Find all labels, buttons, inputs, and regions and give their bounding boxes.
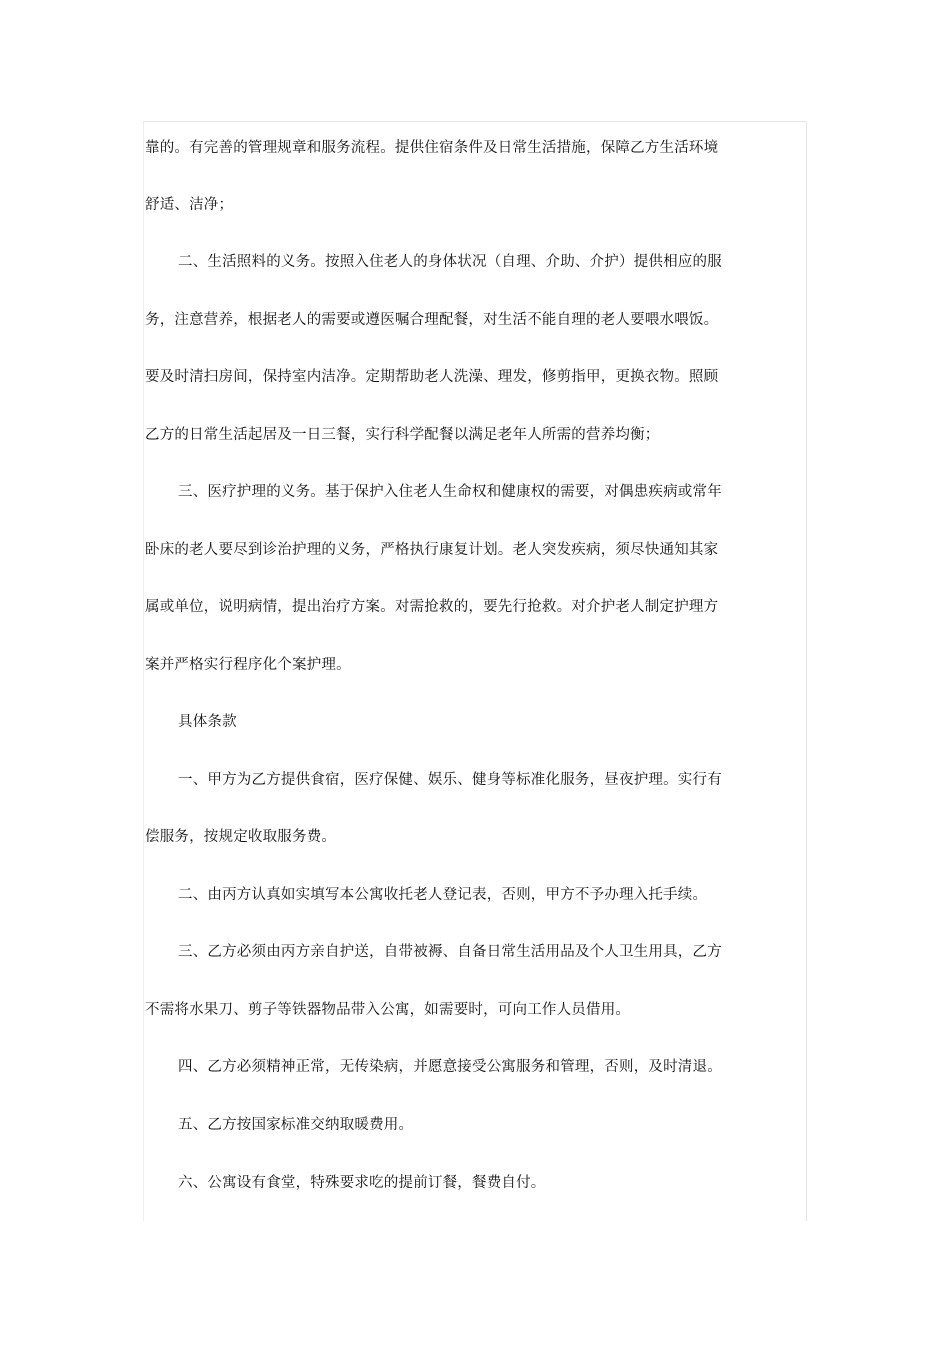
paragraph-line: 卧床的老人要尽到诊治护理的义务，严格执行康复计划。老人突发疾病，须尽快通知其家 bbox=[145, 542, 719, 558]
paragraph-line: 三、乙方必须由丙方亲自护送，自带被褥、自备日常生活用品及个人卫生用具，乙方 bbox=[178, 944, 722, 960]
paragraph-line: 舒适、洁净； bbox=[145, 197, 234, 213]
paragraph-line: 三、医疗护理的义务。基于保护入住老人生命权和健康权的需要，对偶患疾病或常年 bbox=[178, 484, 722, 500]
paragraph-line: 四、乙方必须精神正常，无传染病，并愿意接受公寓服务和管理，否则，及时清退。 bbox=[178, 1059, 722, 1075]
paragraph-line: 一、甲方为乙方提供食宿，医疗保健、娱乐、健身等标准化服务，昼夜护理。实行有 bbox=[178, 772, 722, 788]
paragraph-line: 务，注意营养，根据老人的需要或遵医嘱合理配餐，对生活不能自理的老人要喂水喂饭。 bbox=[145, 312, 719, 328]
paragraph-line: 不需将水果刀、剪子等铁器物品带入公寓，如需要时，可向工作人员借用。 bbox=[145, 1002, 631, 1018]
paragraph-line: 案并严格实行程序化个案护理。 bbox=[145, 657, 351, 673]
section-heading: 具体条款 bbox=[178, 714, 237, 730]
paragraph-line: 五、乙方按国家标准交纳取暖费用。 bbox=[178, 1117, 414, 1133]
paragraph-line: 属或单位，说明病情，提出治疗方案。对需抢救的，要先行抢救。对介护老人制定护理方 bbox=[145, 599, 719, 615]
paragraph-line: 二、生活照料的义务。按照入住老人的身体状况（自理、介助、介护）提供相应的服 bbox=[178, 254, 722, 270]
paragraph-line: 二、由丙方认真如实填写本公寓收托老人登记表，否则，甲方不予办理入托手续。 bbox=[178, 887, 708, 903]
paragraph-line: 要及时清扫房间，保持室内洁净。定期帮助老人洗澡、理发，修剪指甲，更换衣物。照顾 bbox=[145, 369, 719, 385]
paragraph-line: 乙方的日常生活起居及一日三餐，实行科学配餐以满足老年人所需的营养均衡； bbox=[145, 427, 660, 443]
paragraph-line: 偿服务，按规定收取服务费。 bbox=[145, 829, 337, 845]
paragraph-line: 六、公寓设有食堂，特殊要求吃的提前订餐，餐费自付。 bbox=[178, 1175, 546, 1191]
paragraph-line: 靠的。有完善的管理规章和服务流程。提供住宿条件及日常生活措施，保障乙方生活环境 bbox=[145, 140, 719, 156]
